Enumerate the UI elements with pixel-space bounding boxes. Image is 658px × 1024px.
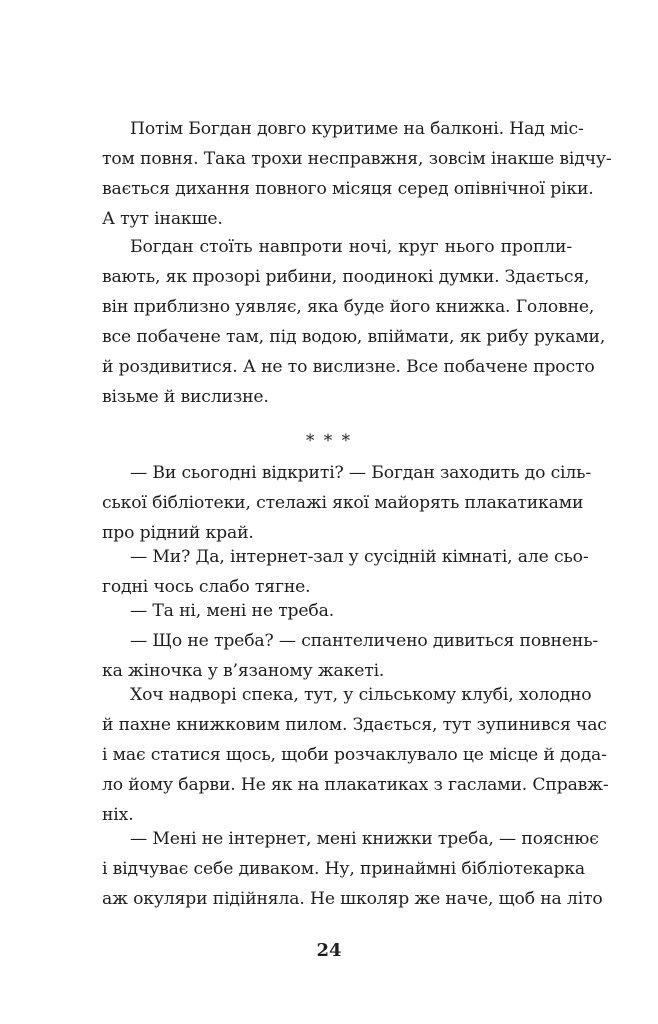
paragraph-line: — Що не треба? — спантеличено дивиться повнень-: [130, 631, 599, 651]
paragraph-line: Богдан стоїть навпроти ночі, круг нього пропли-: [130, 237, 572, 257]
paragraph-line: й роздивитися. А не то вислизне. Все побачене просто: [102, 357, 595, 377]
paragraph-line: — Мені не інтернет, мені книжки треба, — пояснює: [130, 829, 599, 849]
paragraph-line: том повня. Така трохи несправжня, зовсім інакше відчу-: [102, 149, 612, 169]
paragraph-line: ло йому барви. Не як на плакатиках з гаслами. Справж-: [102, 775, 609, 795]
paragraph-line: Хоч надворі спека, тут, у сільському клубі, холодно: [130, 685, 592, 705]
paragraph-line: А тут інакше.: [102, 209, 223, 229]
paragraph-line: візьме й вислизне.: [102, 387, 269, 407]
paragraph-line: ка жіночка у в’язаному жакеті.: [102, 661, 385, 681]
paragraph-line: вають, як прозорі рибини, поодинокі думки. Здається,: [102, 267, 590, 287]
paragraph-line: він приблизно уявляє, яка буде його книжка. Головне,: [102, 297, 595, 317]
paragraph-line: ніх.: [102, 805, 134, 825]
paragraph-line: — Ви сьогодні відкриті? — Богдан заходить до сіль-: [130, 463, 592, 483]
paragraph-line: й пахне книжковим пилом. Здається, тут зупинився час: [102, 715, 607, 735]
paragraph-line: і має статися щось, щоби розчаклувало це місце й дода-: [102, 745, 607, 765]
paragraph-line: — Та ні, мені не треба.: [130, 601, 335, 621]
paragraph-line: все побачене там, під водою, впіймати, як рибу руками,: [102, 327, 606, 347]
paragraph-line: годні чось слабо тягне.: [102, 577, 311, 597]
paragraph-line: вається дихання повного місяця серед опівнічної ріки.: [102, 179, 594, 199]
paragraph-line: аж окуляри підійняла. Не школяр же наче, щоб на літо: [102, 889, 603, 909]
paragraph-line: Потім Богдан довго куритиме на балконі. Над міс-: [130, 119, 584, 139]
paragraph-line: — Ми? Да, інтернет-зал у сусідній кімнаті, але сьо-: [130, 547, 589, 567]
paragraph-line: про рідний край.: [102, 523, 254, 543]
paragraph-line: ської бібліотеки, стелажі якої майорять плакатиками: [102, 493, 584, 513]
paragraph-line: і відчуває себе диваком. Ну, принаймні бібліотекарка: [102, 859, 586, 879]
section-separator: * * *: [305, 431, 353, 451]
page-number: 24: [316, 940, 342, 961]
